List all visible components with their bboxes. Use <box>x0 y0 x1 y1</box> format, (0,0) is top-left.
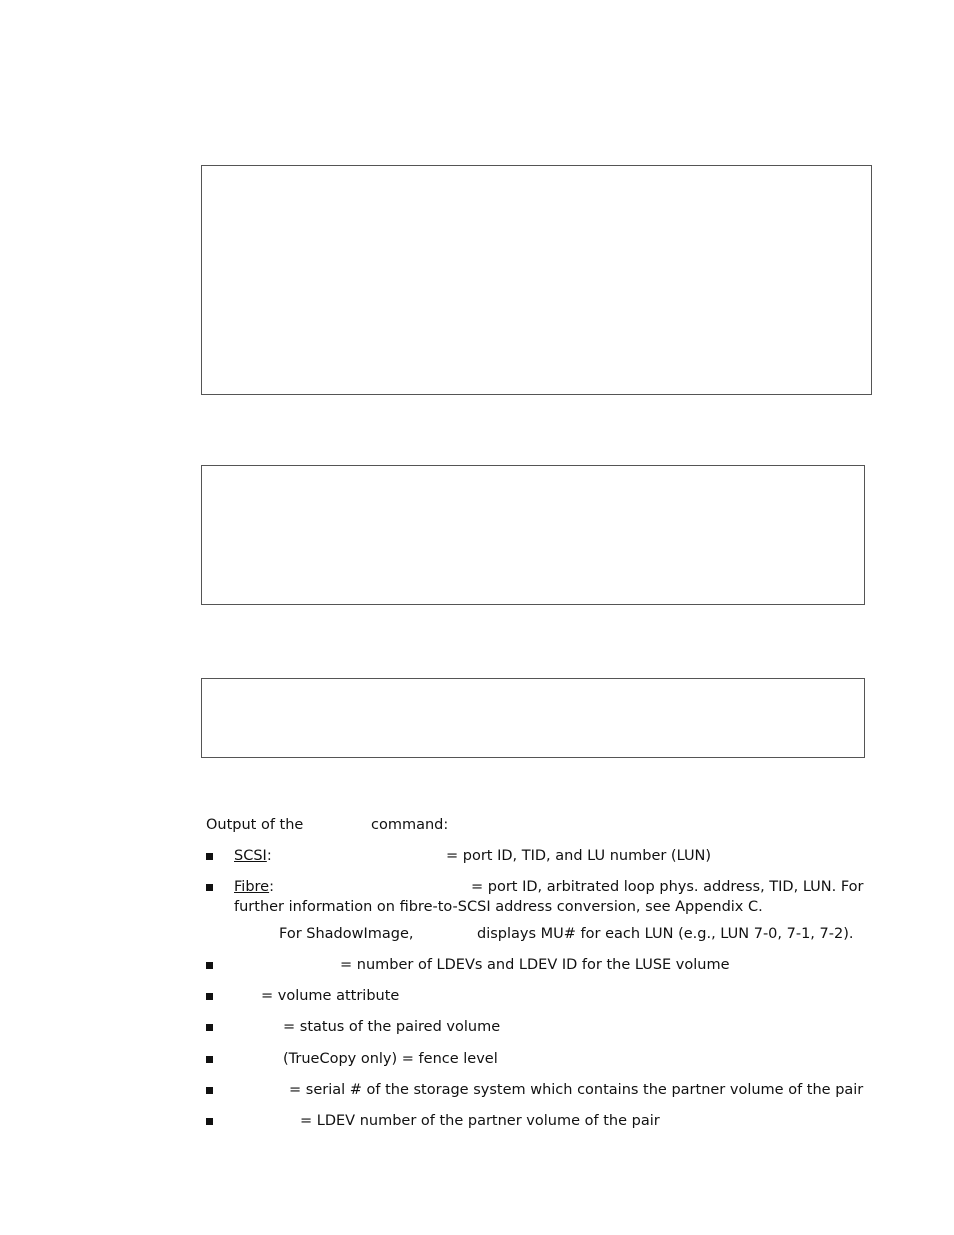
example-box-3 <box>201 678 865 758</box>
fence-description: (TrueCopy only) = fence level <box>283 1051 498 1067</box>
scsi-description: = port ID, TID, and LU number (LUN) <box>446 848 712 864</box>
bullet-icon <box>206 1087 213 1094</box>
ldev-description: = LDEV number of the partner volume of the pair <box>300 1113 660 1129</box>
shadowimage-note-part2: displays MU# for each LUN (e.g., LUN 7-0, 7-1, 7-2). <box>477 926 854 942</box>
bullet-icon <box>206 1024 213 1031</box>
output-intro-prefix: Output of the <box>206 817 304 833</box>
bullet-icon <box>206 993 213 1000</box>
output-intro-suffix: command: <box>371 817 449 833</box>
serial-description: = serial # of the storage system which contains the partner volume of the pair <box>289 1082 864 1098</box>
scsi-label <box>234 846 272 866</box>
fibre-continuation: further information on fibre-to-SCSI address conversion, see Appendix C. <box>234 899 763 915</box>
status-description: = status of the paired volume <box>283 1019 501 1035</box>
bullet-icon <box>206 962 213 969</box>
bullet-icon <box>206 853 213 860</box>
fibre-label <box>234 877 274 897</box>
example-box-2 <box>201 465 865 605</box>
shadowimage-note-part1: For ShadowImage, <box>279 926 414 942</box>
scsi-term: SCSI <box>234 848 267 864</box>
fibre-term: Fibre <box>234 879 270 895</box>
bullet-icon <box>206 884 213 891</box>
bullet-icon <box>206 1056 213 1063</box>
fibre-colon: : <box>269 879 274 895</box>
bullet-icon <box>206 1118 213 1125</box>
example-box-1 <box>201 165 872 395</box>
fibre-description: = port ID, arbitrated loop phys. address, TID, LUN. For <box>471 879 864 895</box>
scsi-colon: : <box>266 848 272 864</box>
luse-description: = number of LDEVs and LDEV ID for the LUSE volume <box>340 957 730 973</box>
attribute-description: = volume attribute <box>261 988 400 1004</box>
